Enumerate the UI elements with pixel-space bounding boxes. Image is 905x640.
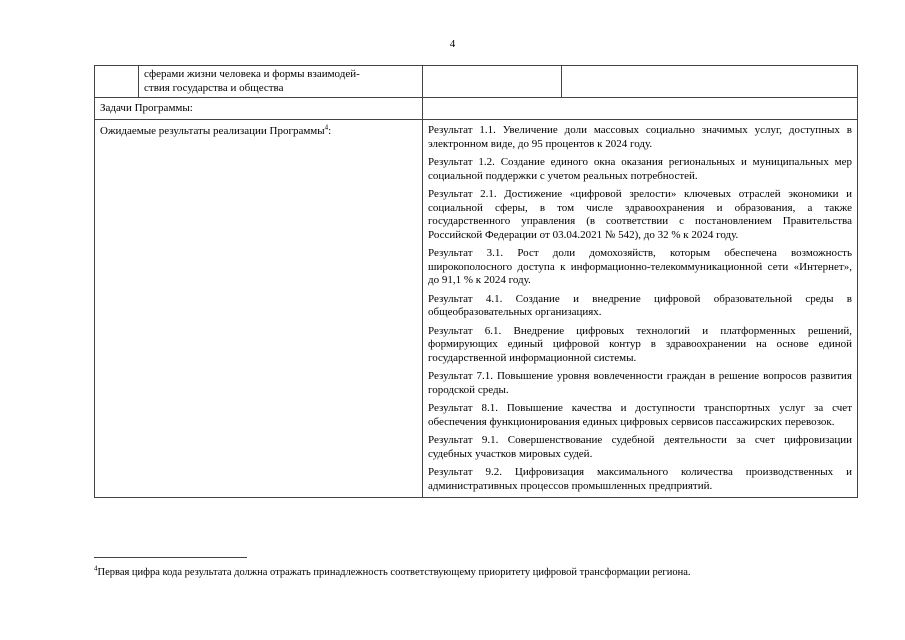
footnote-reference: 4 <box>324 123 329 132</box>
continuation-text-cell <box>139 66 423 98</box>
result-8-1: Результат 8.1. Повышение качества и доступности транспортных услуг за счет обеспечения функционирования единых цифровых сервисов пассажирских перевозок. <box>428 402 852 428</box>
result-1-2: Результат 1.2. Создание единого окна оказания региональных и муниципальных мер социальной поддержки с учетом реальных потребностей. <box>428 156 852 182</box>
expected-results-label-cell <box>95 120 423 498</box>
expected-results-list-cell <box>423 120 858 498</box>
result-4-1: Результат 4.1. Создание и внедрение цифровой образовательной среды в общеобразовательных организациях. <box>428 292 852 318</box>
table-row-continuation <box>95 66 858 98</box>
continuation-line-2: ствия государства и общества <box>144 81 284 94</box>
tasks-value-cell <box>423 98 858 120</box>
empty-cell <box>423 66 562 98</box>
result-1-1: Результат 1.1. Увеличение доли массовых социально значимых услуг, доступных в электронном виде, до 95 процентов к 2024 году. <box>428 124 852 150</box>
table-row-expected-results <box>95 120 858 498</box>
tasks-label-cell <box>95 98 423 120</box>
footnote-marker: 4 <box>94 564 98 573</box>
empty-cell <box>562 66 858 98</box>
program-passport-table <box>94 65 858 498</box>
empty-indent-cell <box>95 66 139 98</box>
result-6-1: Результат 6.1. Внедрение цифровых технологий и платформенных решений, формирующих единый цифровой контур в здравоохранении на основе единой государственной информационной системы. <box>428 324 852 364</box>
expected-results-label: Ожидаемые результаты реализации Программы <box>100 125 325 137</box>
result-7-1: Результат 7.1. Повышение уровня вовлеченности граждан в решение вопросов развития городской среды. <box>428 370 852 396</box>
tasks-label: Задачи Программы: <box>100 102 193 114</box>
result-3-1: Результат 3.1. Рост доли домохозяйств, которым обеспечена возможность широкополосного доступа к информационно-телекоммуникационной сети «Интернет», до 91,1 % к 2024 году. <box>428 247 852 286</box>
table-row-tasks <box>95 98 858 120</box>
footnote-separator <box>94 557 247 558</box>
result-9-2: Результат 9.2. Цифровизация максимального количества производственных и административных процессов промышленных предприятий. <box>428 466 852 492</box>
result-9-1: Результат 9.1. Совершенствование судебной деятельности за счет цифровизации судебных участков мировых судей. <box>428 434 852 460</box>
continuation-line-1: сферами жизни человека и формы взаимодей- <box>144 68 360 80</box>
label-colon: : <box>328 125 332 137</box>
footnote-text: Первая цифра кода результата должна отражать принадлежность соответствующему приоритету цифровой трансформации региона. <box>97 567 691 578</box>
footnote <box>94 566 691 579</box>
page-number: 4 <box>449 38 456 50</box>
result-2-1: Результат 2.1. Достижение «цифровой зрелости» ключевых отраслей экономики и социальной сферы, в том числе здравоохранения и образования, а также государственного управления (в соответствии с постановлением Правительства Российской Федерации от 03.04.2021 № 542), до 32 % к 2024 году. <box>428 188 852 241</box>
